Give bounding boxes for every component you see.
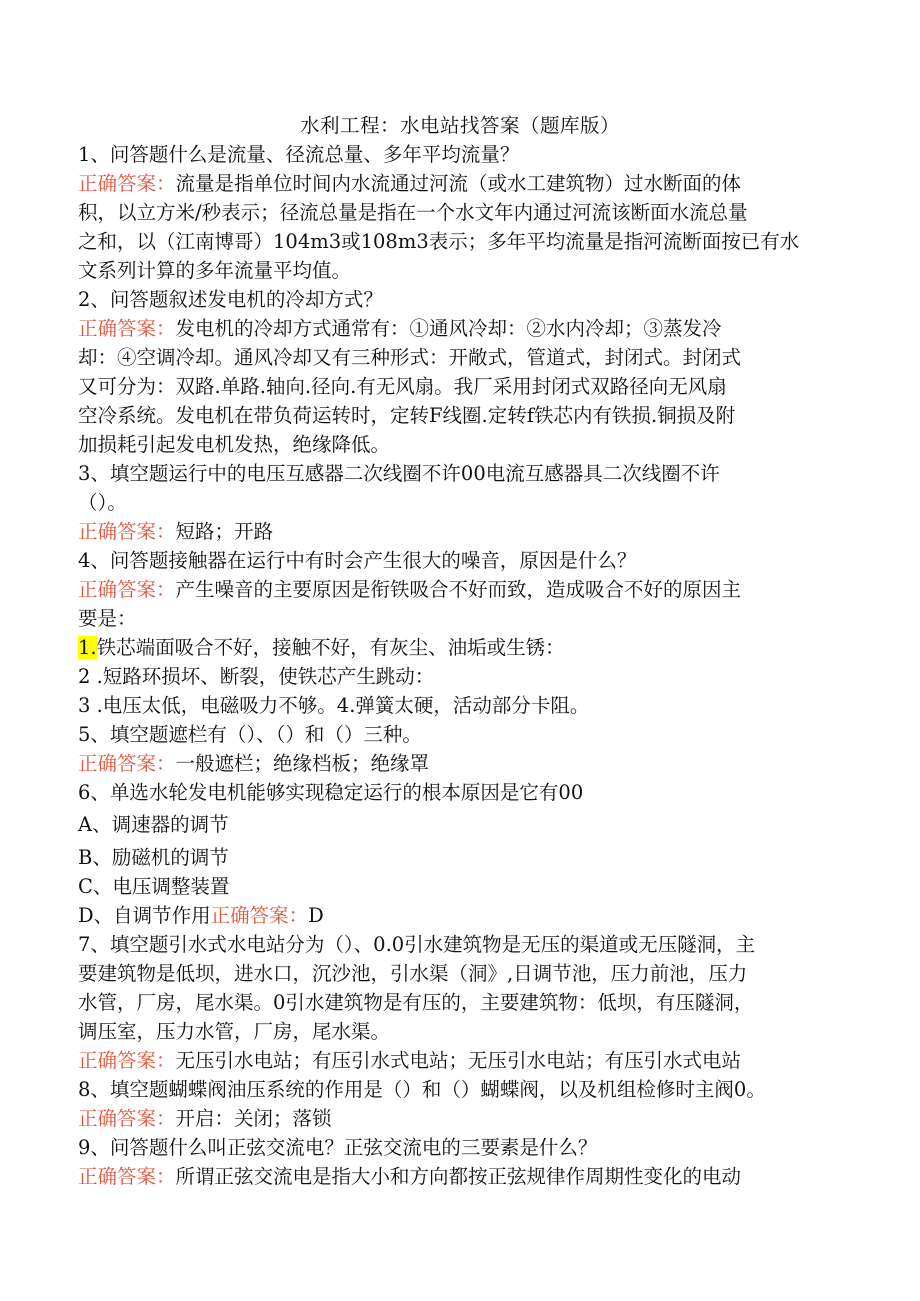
answer-label: 正确答案： — [210, 904, 309, 927]
line-text: （）。 — [78, 491, 127, 514]
answer-label: 正确答案： — [78, 172, 176, 195]
answer-line — [78, 575, 848, 604]
answer-line — [78, 1162, 848, 1191]
line-text: 发电机的冷却方式通常有：①通风冷却：②水内冷却；③蒸发冷 — [175, 317, 722, 340]
line-text: 1、问答题什么是流量、径流总量、多年平均流量？ — [78, 143, 520, 166]
line-text: A、调速器的调节 — [78, 813, 229, 836]
answer-line — [78, 169, 848, 198]
text-line — [78, 401, 848, 430]
line-text: 产生噪音的主要原因是衔铁吸合不好而致，造成吸合不好的原因主 — [175, 578, 742, 601]
text-line — [78, 343, 848, 372]
answer-label: 正确答案： — [78, 578, 176, 601]
text-line — [78, 604, 848, 633]
text-line — [78, 198, 848, 227]
text-line — [78, 430, 848, 459]
line-text: 却：④空调冷却。通风冷却又有三种形式：开敞式，管道式，封闭式。封闭式 — [78, 346, 742, 369]
line-text: 4、问答题接触器在运行中有时会产生很大的噪音，原因是什么？ — [78, 549, 637, 572]
text-line — [78, 843, 848, 872]
answer-label: 正确答案： — [78, 317, 176, 340]
line-text: 短路；开路 — [175, 520, 274, 543]
text-line — [78, 901, 848, 930]
line-text: 3、填空题运行中的电压互感器二次线圈不许00电流互感器具二次线圈不许 — [78, 462, 720, 485]
answer-label: 正确答案： — [78, 752, 176, 775]
answer-label: 正确答案： — [78, 1107, 176, 1130]
line-text: 空冷系统。发电机在带负荷运转时，定转F线圈.定转f铁芯内有铁损.铜损及附 — [78, 404, 736, 427]
line-text: D、自调节作用 — [78, 904, 211, 927]
line-text: 2、问答题叙述发电机的冷却方式？ — [78, 288, 383, 311]
line-text: 又可分为：双路.单路.轴向.径向.有无风扇。我厂采用封闭式双路径向无风扇 — [78, 375, 727, 398]
line-text: 要是： — [78, 607, 137, 630]
answer-line — [78, 314, 848, 343]
text-line — [78, 140, 848, 169]
line-text: 文系列计算的多年流量平均值。 — [78, 259, 352, 282]
line-text: 5、填空题遮栏有（）、（）和（）三种。 — [78, 723, 422, 746]
text-line — [78, 227, 848, 256]
line-text: 2 .短路环损坏、断裂，使铁芯产生跳动： — [78, 665, 435, 688]
text-line — [78, 1133, 848, 1162]
text-line — [78, 372, 848, 401]
line-text: 6、单选水轮发电机能够实现稳定运行的根本原因是它有00 — [78, 781, 584, 804]
text-line — [78, 872, 848, 901]
answer-line — [78, 1046, 848, 1075]
line-text: 8、填空题蝴蝶阀油压系统的作用是（）和（）蝴蝶阀，以及机组检修时主阀0。 — [78, 1078, 766, 1101]
line-text: 3 .电压太低，电磁吸力不够。4.弹簧太硬，活动部分卡阻。 — [78, 694, 590, 717]
line-text: 一般遮栏；绝缘档板；绝缘罩 — [175, 752, 430, 775]
line-text: 调压室，压力水管，厂房，尾水渠。 — [78, 1020, 391, 1043]
line-text: 流量是指单位时间内水流通过河流（或水工建筑物）过水断面的体 — [175, 172, 742, 195]
line-text: 9、问答题什么叫正弦交流电？正弦交流电的三要素是什么？ — [78, 1136, 598, 1159]
text-line — [78, 285, 848, 314]
answer-label: 正确答案： — [78, 520, 176, 543]
text-line — [78, 959, 848, 988]
text-line — [78, 633, 848, 662]
line-text: 要建筑物是低坝，进水口，沉沙池，引水渠（洞》,日调节池，压力前池，压力 — [78, 962, 748, 985]
line-text: 开启：关闭；落锁 — [175, 1107, 332, 1130]
line-text: 所谓正弦交流电是指大小和方向都按正弦规律作周期性变化的电动 — [175, 1165, 742, 1188]
highlighted-number: 1. — [78, 636, 97, 659]
text-line — [78, 988, 848, 1017]
text-line — [78, 778, 848, 807]
answer-line — [78, 517, 848, 546]
text-line — [78, 488, 848, 517]
text-line — [78, 662, 848, 691]
answer-label: 正确答案： — [78, 1049, 176, 1072]
line-text: 积，以立方米/秒表示；径流总量是指在一个水文年内通过河流该断面水流总量 — [78, 201, 748, 224]
text-line — [78, 691, 848, 720]
answer-value: D — [308, 904, 324, 927]
answer-label: 正确答案： — [78, 1165, 176, 1188]
text-line — [78, 1017, 848, 1046]
text-line — [78, 807, 848, 843]
page-title: 水利工程：水电站找答案（题库版） — [299, 114, 620, 137]
answer-line — [78, 749, 848, 778]
line-text: B、励磁机的调节 — [78, 846, 229, 869]
text-line — [78, 546, 848, 575]
line-text: C、电压调整装置 — [78, 875, 230, 898]
text-line — [78, 930, 848, 959]
line-text: 水管，厂房，尾水渠。0引水建筑物是有压的，主要建筑物：低坝，有压隧洞， — [78, 991, 754, 1014]
line-text: 铁芯端面吸合不好，接触不好，有灰尘、油垢或生锈： — [96, 636, 565, 659]
line-text: 之和，以（江南博哥）104m3或108m3表示；多年平均流量是指河流断面按已有水 — [78, 230, 800, 253]
line-text: 无压引水电站；有压引水式电站；无压引水电站；有压引水式电站 — [175, 1049, 742, 1072]
line-text: 加损耗引起发电机发热，绝缘降低。 — [78, 433, 391, 456]
text-line — [78, 1075, 848, 1104]
document-body — [78, 140, 848, 1191]
text-line — [78, 720, 848, 749]
text-line — [78, 459, 848, 488]
text-line — [78, 256, 848, 285]
answer-line — [78, 1104, 848, 1133]
line-text: 7、填空题引水式水电站分为（）、0.0引水建筑物是无压的渠道或无压隧洞，主 — [78, 933, 756, 956]
